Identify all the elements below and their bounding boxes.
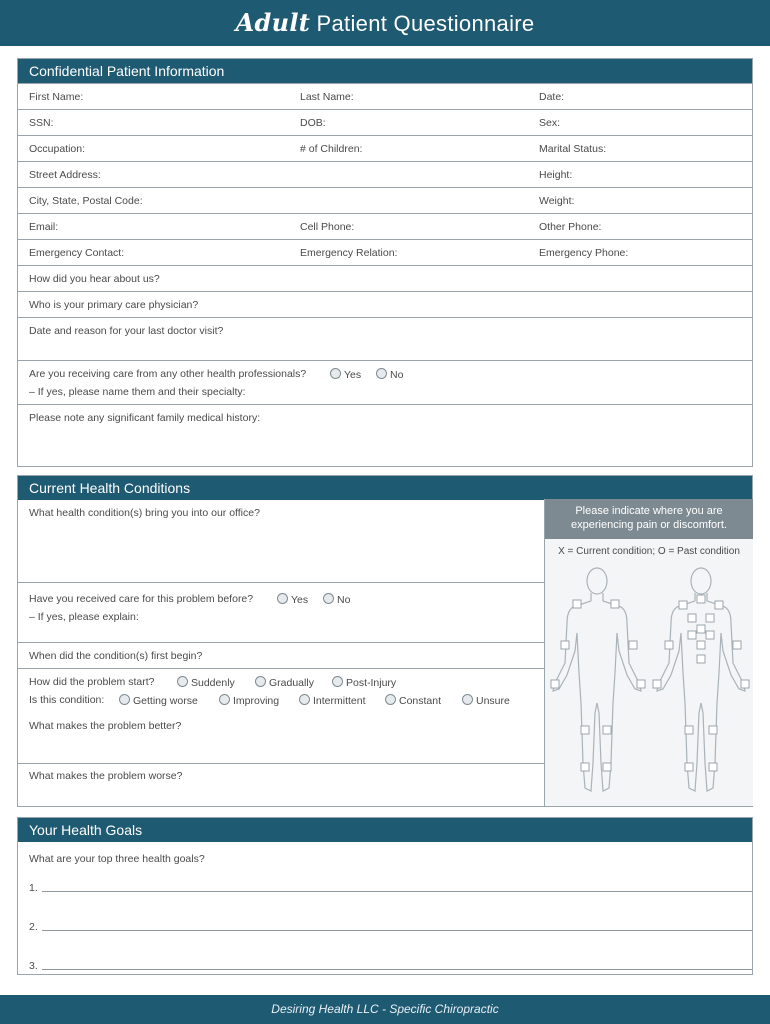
condition-improving-option[interactable] <box>219 694 279 707</box>
start-gradually-option[interactable] <box>255 676 314 689</box>
body-diagram-panel <box>544 499 753 806</box>
condition-unsure-option[interactable] <box>462 694 510 707</box>
first-name-field[interactable]: First Name: <box>29 91 84 103</box>
is-condition-question: Is this condition: <box>29 694 105 706</box>
goal-number: 2. <box>29 921 38 933</box>
goals-question: What are your top three health goals? <box>29 853 205 865</box>
other-phone-field[interactable]: Other Phone: <box>539 221 602 233</box>
hear-about-field[interactable]: How did you hear about us? <box>29 273 160 285</box>
body-header-line: Please indicate where you are <box>575 505 723 517</box>
primary-physician-field[interactable]: Who is your primary care physician? <box>29 299 199 311</box>
page-footer: Desiring Health LLC - Specific Chiropractic <box>0 995 770 1024</box>
form-row <box>18 720 545 763</box>
other-care-note: – If yes, please name them and their specialty: <box>29 386 246 398</box>
goal-number: 3. <box>29 960 38 972</box>
form-row <box>18 187 752 213</box>
body-diagram-header <box>545 499 753 539</box>
goal-number: 1. <box>29 882 38 894</box>
body-diagram[interactable] <box>545 563 753 803</box>
option-label: No <box>337 594 351 606</box>
radio-icon[interactable] <box>376 368 387 379</box>
goal-1-input[interactable] <box>42 891 752 892</box>
form-row <box>18 582 545 642</box>
form-row <box>18 763 545 806</box>
form-row <box>18 317 752 360</box>
radio-icon[interactable] <box>330 368 341 379</box>
option-label: Yes <box>344 369 362 381</box>
radio-icon[interactable] <box>462 694 473 705</box>
other-care-yes-option[interactable] <box>330 368 361 381</box>
option-label: Yes <box>291 594 309 606</box>
option-label: Improving <box>233 695 280 707</box>
makes-better-field[interactable]: What makes the problem better? <box>29 720 182 732</box>
received-care-note: – If yes, please explain: <box>29 611 139 623</box>
goals-block <box>18 842 752 974</box>
body-diagram-legend: X = Current condition; O = Past condition <box>558 546 740 557</box>
other-care-question: Are you receiving care from any other health professionals? <box>29 368 307 380</box>
form-row <box>18 291 752 317</box>
confidential-info-section <box>17 58 753 467</box>
makes-worse-field[interactable]: What makes the problem worse? <box>29 770 183 782</box>
option-label: Constant <box>399 695 442 707</box>
form-row <box>18 265 752 291</box>
form-row <box>18 239 752 265</box>
form-row <box>18 109 752 135</box>
form-row <box>18 135 752 161</box>
radio-icon[interactable] <box>299 694 310 705</box>
front-body-outline <box>553 568 641 791</box>
pain-marker-boxes <box>551 595 749 771</box>
option-label: Intermittent <box>313 695 366 707</box>
form-row <box>18 668 545 694</box>
title-text: Patient Questionnaire <box>316 11 535 36</box>
last-visit-field[interactable]: Date and reason for your last doctor visit? <box>29 325 224 337</box>
cell-phone-field[interactable]: Cell Phone: <box>300 221 355 233</box>
form-row <box>18 83 752 109</box>
form-row <box>18 404 752 466</box>
form-row <box>18 500 545 582</box>
option-label: Post-Injury <box>346 677 397 689</box>
radio-icon[interactable] <box>385 694 396 705</box>
health-goals-section <box>17 817 753 975</box>
goal-2-input[interactable] <box>42 930 752 931</box>
start-post-injury-option[interactable] <box>332 676 396 689</box>
form-title <box>0 8 770 37</box>
title-script-word: Adult <box>235 8 311 37</box>
condition-intermittent-option[interactable] <box>299 694 366 707</box>
height-field[interactable]: Height: <box>539 169 573 181</box>
option-label: No <box>390 369 404 381</box>
first-begin-field[interactable]: When did the condition(s) first begin? <box>29 650 203 662</box>
last-name-field[interactable]: Last Name: <box>300 91 354 103</box>
weight-field[interactable]: Weight: <box>539 195 575 207</box>
marital-status-field[interactable]: Marital Status: <box>539 143 607 155</box>
emergency-contact-field[interactable]: Emergency Contact: <box>29 247 125 259</box>
street-address-field[interactable]: Street Address: <box>29 169 101 181</box>
radio-icon[interactable] <box>332 676 343 687</box>
sex-field[interactable]: Sex: <box>539 117 561 129</box>
option-label: Unsure <box>476 695 510 707</box>
date-field[interactable]: Date: <box>539 91 565 103</box>
form-row <box>18 360 752 404</box>
received-care-yes-option[interactable] <box>277 593 308 606</box>
option-label: Getting worse <box>133 695 198 707</box>
start-suddenly-option[interactable] <box>177 676 235 689</box>
radio-icon[interactable] <box>255 676 266 687</box>
received-care-no-option[interactable] <box>323 593 350 606</box>
radio-icon[interactable] <box>219 694 230 705</box>
emergency-relation-field[interactable]: Emergency Relation: <box>300 247 398 259</box>
radio-icon[interactable] <box>119 694 130 705</box>
city-state-field[interactable]: City, State, Postal Code: <box>29 195 143 207</box>
option-label: Gradually <box>269 677 314 689</box>
section-title: Your Health Goals <box>18 818 752 842</box>
condition-worse-option[interactable] <box>119 694 198 707</box>
ssn-field[interactable]: SSN: <box>29 117 54 129</box>
radio-icon[interactable] <box>277 593 288 604</box>
family-history-field[interactable]: Please note any significant family medical history: <box>29 412 261 424</box>
email-field[interactable]: Email: <box>29 221 59 233</box>
body-header-line: experiencing pain or discomfort. <box>571 519 727 531</box>
radio-icon[interactable] <box>323 593 334 604</box>
other-care-no-option[interactable] <box>376 368 403 381</box>
goal-3-input[interactable] <box>42 969 752 970</box>
section-title: Current Health Conditions <box>18 476 752 500</box>
section-title: Confidential Patient Information <box>18 59 752 83</box>
emergency-phone-field[interactable]: Emergency Phone: <box>539 247 629 259</box>
received-care-question: Have you received care for this problem before? <box>29 593 254 605</box>
option-label: Suddenly <box>191 677 235 689</box>
form-row <box>18 161 752 187</box>
form-header <box>0 0 770 46</box>
occupation-field[interactable]: Occupation: <box>29 143 86 155</box>
children-field[interactable]: # of Children: <box>300 143 363 155</box>
dob-field[interactable]: DOB: <box>300 117 326 129</box>
form-row <box>18 213 752 239</box>
form-row <box>18 642 545 668</box>
how-start-question: How did the problem start? <box>29 676 155 688</box>
conditions-left-column <box>18 500 545 806</box>
what-condition-field[interactable]: What health condition(s) bring you into our office? <box>29 507 260 519</box>
radio-icon[interactable] <box>177 676 188 687</box>
form-row <box>18 694 545 720</box>
condition-constant-option[interactable] <box>385 694 441 707</box>
